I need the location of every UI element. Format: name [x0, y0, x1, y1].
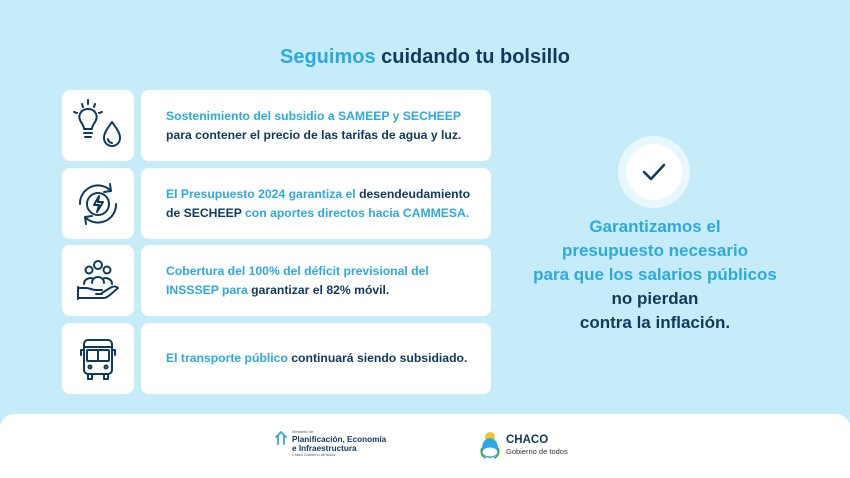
- people-hand-icon: [70, 253, 126, 309]
- item-text-card: [141, 90, 491, 161]
- page-title: [0, 46, 850, 69]
- icon-card: [62, 168, 134, 239]
- ministry-logo: Ministerio de Planificación, Economía e Infraestructura Chaco Gobierno de todos: [274, 430, 386, 458]
- item-text: El transporte público continuará siendo subsidiado.: [166, 351, 468, 365]
- energy-cycle-icon: [70, 176, 126, 232]
- item-text: El Presupuesto 2024 garantiza el desendeudamiento de SECHEEP con aportes directos hacia CAMMESA.: [166, 186, 471, 220]
- item-text-card: [141, 245, 491, 316]
- check-icon: [639, 157, 669, 187]
- item-text: Cobertura del 100% del déficit previsional del INSSSEP para garantizar el 82% móvil.: [166, 263, 429, 297]
- footer: [0, 414, 850, 478]
- coat-of-arms-icon: [479, 430, 501, 460]
- title-dark: cuidando tu bolsillo: [381, 46, 571, 68]
- item-text-card: [141, 168, 491, 239]
- title-light: Seguimos: [279, 46, 382, 68]
- right-message: Garantizamos el presupuesto necesario para que los salarios públicos no pierdan contra la inflación.: [533, 217, 777, 332]
- check-badge: [618, 136, 690, 208]
- icon-card: [62, 90, 134, 161]
- bus-icon: [73, 334, 123, 384]
- item-text: Sostenimiento del subsidio a SAMEEP y SECHEEP para contener el precio de las tarifas de agua y luz.: [166, 108, 462, 142]
- icon-card: [62, 323, 134, 394]
- bulb-water-icon: [68, 96, 128, 156]
- house-icon: [274, 430, 288, 446]
- item-text-card: [141, 323, 491, 394]
- icon-card: [62, 245, 134, 316]
- chaco-logo: CHACO Gobierno de todos: [479, 430, 568, 460]
